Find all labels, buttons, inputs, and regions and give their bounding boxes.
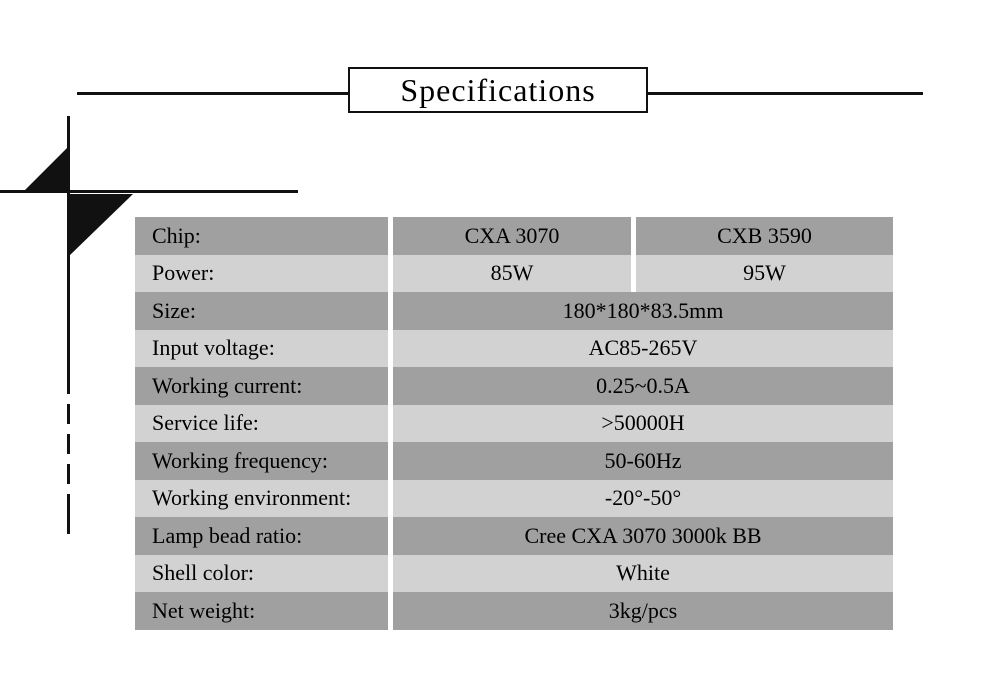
title-rule-right — [648, 92, 923, 95]
table-row — [135, 367, 893, 405]
row-label: Net weight: — [135, 592, 393, 630]
corner-vline — [67, 116, 70, 394]
row-label: Working frequency: — [135, 442, 393, 480]
page-title — [348, 67, 648, 113]
dash-4 — [67, 494, 70, 534]
row-label: Working current: — [135, 367, 393, 405]
dash-3 — [67, 464, 70, 484]
corner-triangle-upper — [25, 146, 69, 190]
row-label: Lamp bead ratio: — [135, 517, 393, 555]
row-value-cxa: CXA 3070 — [393, 217, 636, 255]
corner-hline — [0, 190, 298, 193]
spec-table — [135, 217, 893, 630]
table-row-chip — [135, 217, 893, 255]
table-row — [135, 517, 893, 555]
row-value: 50-60Hz — [604, 447, 682, 473]
table-row — [135, 330, 893, 368]
row-label: Service life: — [135, 405, 393, 443]
table-row — [135, 405, 893, 443]
row-value: Cree CXA 3070 3000k BB — [524, 522, 762, 548]
dash-2 — [67, 434, 70, 454]
row-value-cxb: 95W — [743, 260, 786, 286]
row-value: >50000H — [601, 410, 685, 436]
table-row — [135, 480, 893, 518]
table-row-power — [135, 255, 893, 293]
row-value: 0.25~0.5A — [596, 372, 690, 398]
row-value: AC85-265V — [588, 335, 698, 361]
row-label: Size: — [135, 292, 393, 330]
row-value-cxb: CXB 3590 — [717, 222, 812, 248]
table-row — [135, 555, 893, 593]
row-label: Shell color: — [135, 555, 393, 593]
dash-1 — [67, 404, 70, 424]
table-row — [135, 592, 893, 630]
row-label: Input voltage: — [135, 330, 393, 368]
table-row — [135, 292, 893, 330]
page-title-text: Specifications — [400, 71, 596, 108]
corner-triangle-lower — [69, 194, 133, 256]
row-value-cxa: 85W — [393, 255, 636, 293]
row-label: Chip: — [135, 217, 393, 255]
title-rule-left — [77, 92, 349, 95]
table-row — [135, 442, 893, 480]
row-label: Power: — [135, 255, 393, 293]
row-value: 180*180*83.5mm — [562, 297, 724, 323]
row-value: 3kg/pcs — [608, 597, 678, 623]
row-value: -20°-50° — [604, 485, 682, 511]
row-value: White — [616, 560, 670, 586]
row-label: Working environment: — [135, 480, 393, 518]
